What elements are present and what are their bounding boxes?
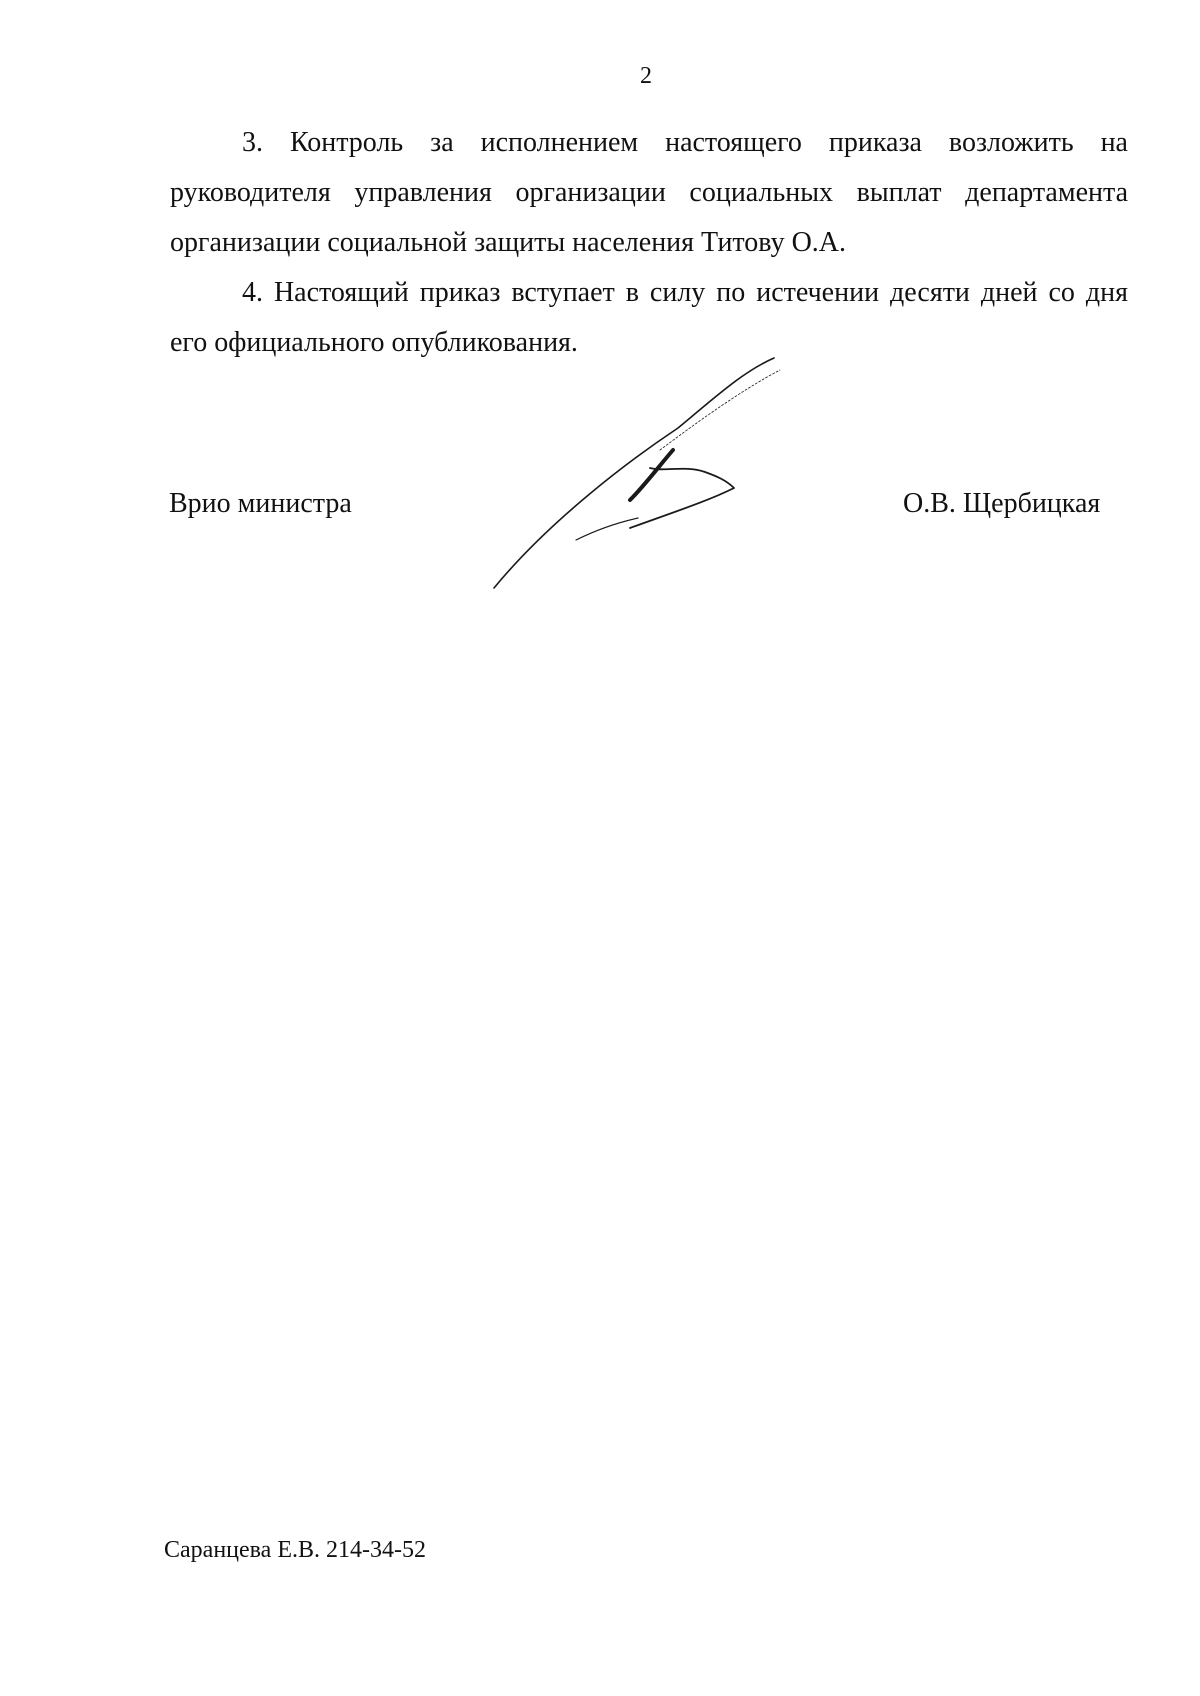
executor-info: Саранцева Е.В. 214-34-52 [164, 1537, 426, 1563]
paragraph-4: 4. Настоящий приказ вступает в силу по истечении десяти дней со дня его официального опубликования. [170, 277, 1128, 358]
handwritten-signature-icon [480, 350, 800, 600]
signature-stroke-thin [660, 370, 780, 450]
signature-stroke-tail [576, 518, 638, 540]
page-number: 2 [640, 63, 652, 89]
signatory-name: О.В. Щербицкая [903, 488, 1101, 519]
paragraph-3: 3. Контроль за исполнением настоящего приказа возложить на руководителя управления организации социальных выплат департамента организации социальной защиты населения Титову О.А. [170, 127, 1128, 258]
signatory-title: Врио министра [169, 488, 352, 519]
signature-stroke-main [494, 358, 774, 588]
signature-stroke-hook [630, 468, 734, 528]
